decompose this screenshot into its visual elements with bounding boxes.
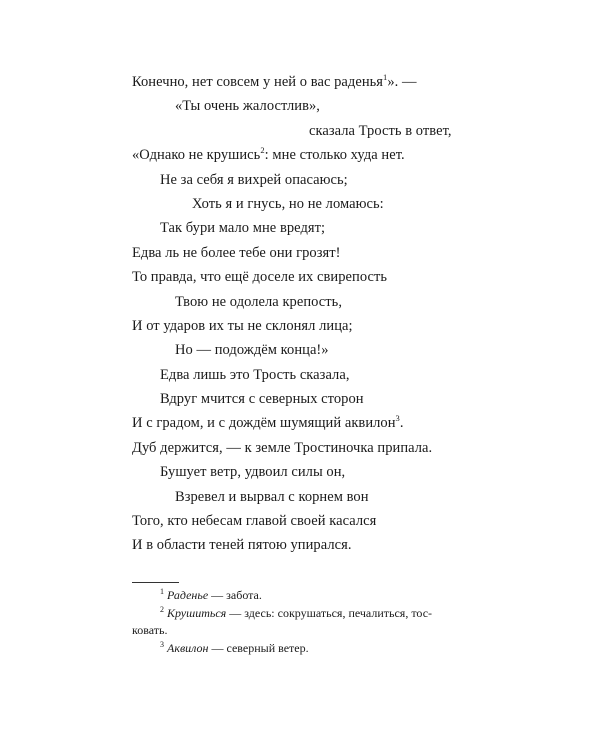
line-text: Так бури мало мне вредят; <box>160 220 326 237</box>
poem-line <box>132 314 472 338</box>
line-text: Вдруг мчится с северных сторон <box>160 391 364 408</box>
footnote-item <box>132 605 472 623</box>
footnote-definition: — здесь: сокрушаться, печалиться, тос- <box>226 605 433 620</box>
poem-line <box>132 509 472 533</box>
line-text: И от ударов их ты не склонял лица; <box>132 317 353 334</box>
poem-line <box>132 119 472 143</box>
line-tail: . <box>399 415 404 432</box>
line-text: Твою не одолела крепость, <box>175 293 343 310</box>
footnote-term: Крушиться <box>167 605 227 620</box>
line-text: Не за себя я вихрей опасаюсь; <box>160 171 348 188</box>
poem-line <box>132 290 472 314</box>
footnote-ref: 3 <box>395 413 400 424</box>
footnote-term: Аквилон <box>167 640 209 655</box>
footnote-item <box>132 587 472 605</box>
line-text: Бушует ветр, удвоил силы он, <box>160 464 346 481</box>
footnote-definition-cont: ковать. <box>132 623 168 638</box>
poem-line <box>132 192 472 216</box>
poem-line <box>132 241 472 265</box>
line-text: Того, кто небесам главой своей касался <box>132 513 377 530</box>
footnote-number: 2 <box>160 604 164 614</box>
poem-line <box>132 387 472 411</box>
footnote-divider <box>132 582 179 583</box>
footnote-definition: — забота. <box>208 588 262 602</box>
footnote-number: 1 <box>160 587 164 596</box>
poem-line <box>132 216 472 240</box>
poem-line <box>132 338 472 362</box>
footnote-number: 3 <box>160 639 164 649</box>
line-text: Едва ль не более тебе они грозят! <box>132 244 341 261</box>
line-tail: : мне столько худа нет. <box>264 147 405 164</box>
poem-line <box>132 411 472 435</box>
poem-line <box>132 533 472 557</box>
poem-line <box>132 70 472 94</box>
line-text: Хоть я и гнусь, но не ломаюсь: <box>192 195 384 212</box>
line-text: И с градом, и с дождём шумящий аквилон <box>132 415 396 432</box>
line-text: «Ты очень жалостлив», <box>175 98 320 115</box>
poem-text <box>132 70 472 558</box>
poem-line <box>132 485 472 509</box>
poem-line <box>132 265 472 289</box>
footnote-ref: 1 <box>383 72 388 83</box>
poem-line <box>132 436 472 460</box>
footnote-item <box>132 640 472 658</box>
line-text: Конечно, нет совсем у ней о вас раденья <box>132 74 384 90</box>
footnote-term: Раденье <box>167 588 209 602</box>
line-text: Но — подождём конца!» <box>175 342 329 359</box>
poem-line <box>132 143 472 167</box>
poem-line <box>132 460 472 484</box>
footnote-ref: 2 <box>260 145 265 156</box>
footnote-continuation <box>132 622 472 640</box>
line-text: И в области теней пятою упирался. <box>132 537 352 554</box>
line-text: Едва лишь это Трость сказала, <box>160 366 350 383</box>
line-text: То правда, что ещё доселе их свирепость <box>132 269 388 286</box>
line-text: «Однако не крушись <box>132 147 261 164</box>
poem-line <box>132 363 472 387</box>
poem-line <box>132 168 472 192</box>
line-text: Взревел и вырвал с корнем вон <box>175 488 369 505</box>
line-text: Дуб держится, — к земле Тростиночка припала. <box>132 439 433 456</box>
footnote-definition: — северный ветер. <box>208 640 309 655</box>
line-text: сказала Трость в ответ, <box>309 122 452 139</box>
line-tail: ». — <box>387 74 417 90</box>
footnotes <box>132 587 472 657</box>
poem-line <box>132 94 472 118</box>
